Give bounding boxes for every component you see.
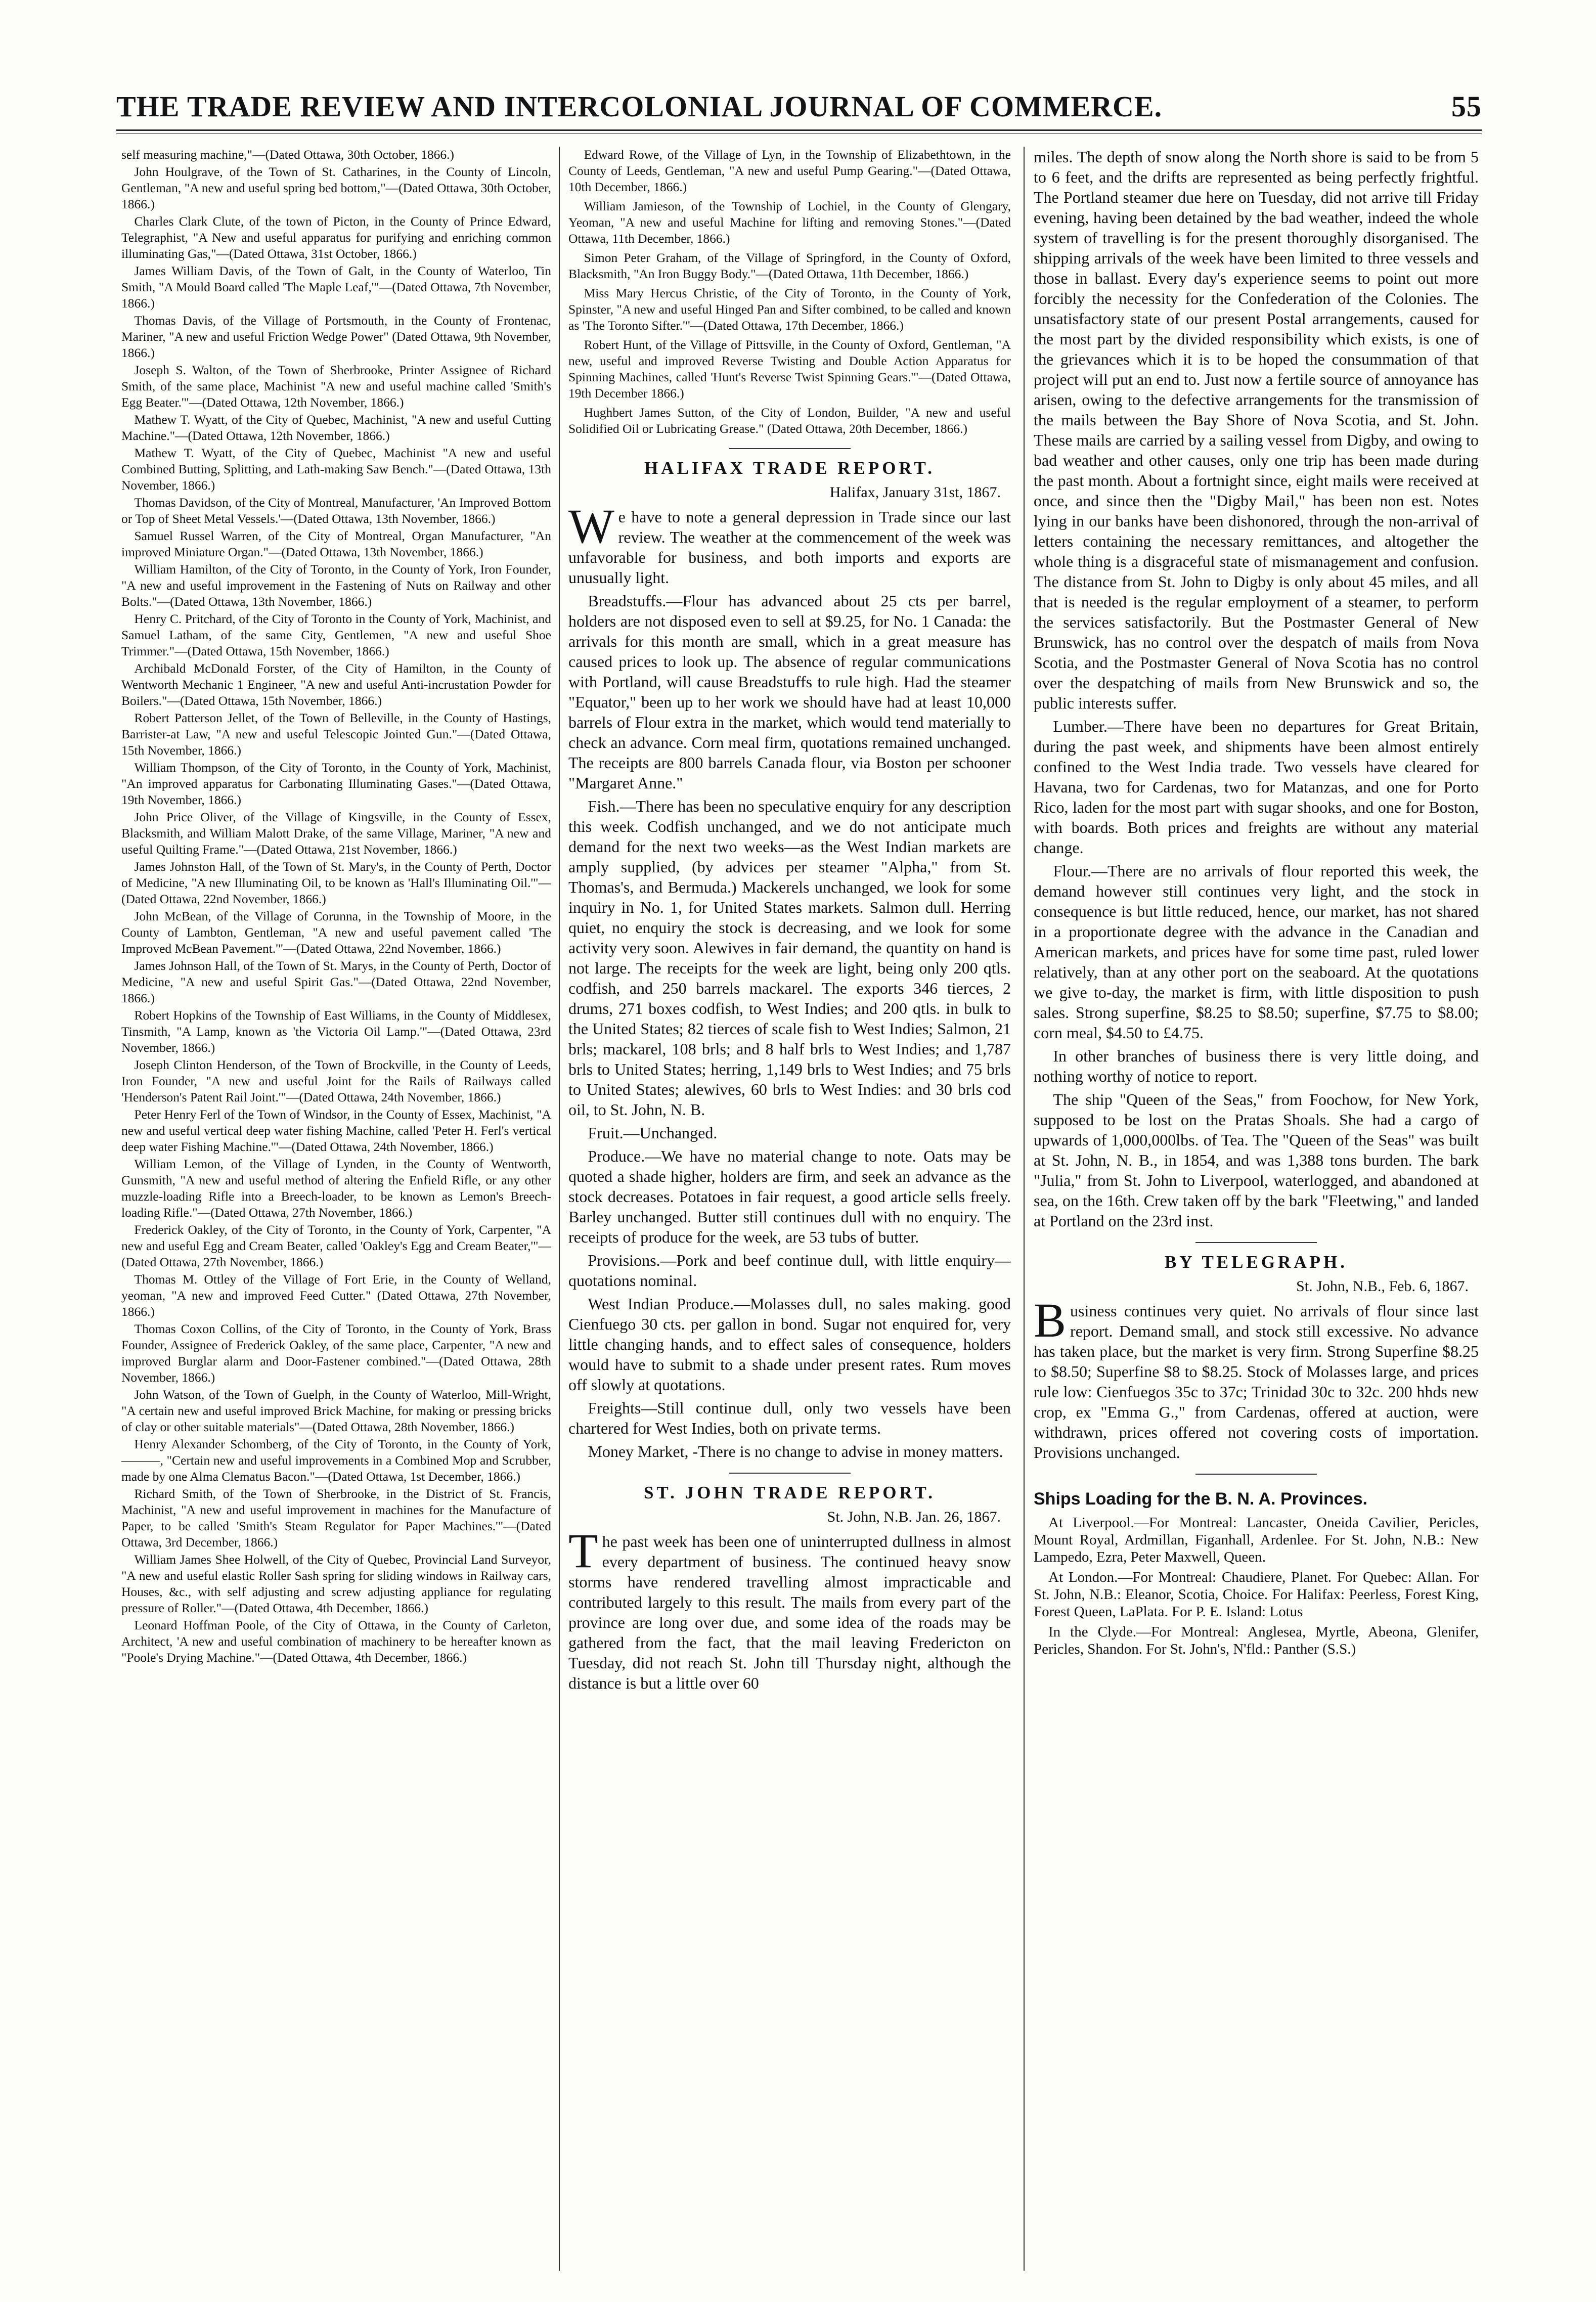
patent-entry: John McBean, of the Village of Corunna, in the Township of Moore, in the County of Lambton, Gentleman, "A new and useful pavement called 'The Improved McBean Pavement.'"—(Dated Ottawa, 22nd November, 1866.) bbox=[121, 909, 551, 956]
column-2 bbox=[568, 147, 1011, 2271]
halifax-paragraph: West Indian Produce.—Molasses dull, no sales making. good Cienfuego 30 cts. per gallon in bond. Sugar not enquired for, very little changing hands, and to effect sales of consequence, holders would have to submit to a shade under present rates. Rum moves off slowly at quotations. bbox=[568, 1295, 1011, 1394]
stjohn-paragraph: Lumber.—There have been no departures for Great Britain, during the past week, and shipments have been almost entirely confined to the West India trade. Two vessels have cleared for Havana, two for Cardenas, two for Matanzas, and one for Porto Rico, laden for the most part with sugar shooks, and one for Boston, with boards. Both prices and freights are without any material change. bbox=[1034, 717, 1479, 857]
ships-loading-heading: Ships Loading for the B. N. A. Provinces. bbox=[1034, 1489, 1367, 1509]
patent-entry: William Jamieson, of the Township of Lochiel, in the County of Glengary, Yeoman, "A new and useful Machine for lifting and removing Stones."—(Dated Ottawa, 11th December, 1866.) bbox=[568, 199, 1011, 246]
section-separator bbox=[729, 448, 851, 449]
telegraph-dateline: St. John, N.B., Feb. 6, 1867. bbox=[1296, 1278, 1469, 1295]
masthead bbox=[116, 80, 1482, 123]
patent-entry: Joseph S. Walton, of the Town of Sherbrooke, Printer Assignee of Richard Smith, of the same place, Machinist "A new and useful machine called 'Smith's Egg Beater.'"—(Dated Ottawa, 12th November, 1866.) bbox=[121, 363, 551, 410]
patent-entry: William Thompson, of the City of Toronto, in the County of York, Machinist, "An improved apparatus for Carbonating Illuminating Gases."—(Dated Ottawa, 19th November, 1866.) bbox=[121, 760, 551, 807]
halifax-paragraph: Freights—Still continue dull, only two vessels have been chartered for West Indies, both on private terms. bbox=[568, 1399, 1011, 1437]
stjohn-paragraph: The past week has been one of uninterrupted dullness in almost every department of business. The continued heavy snow storms have rendered travelling almost impracticable and contributed largely to this result. The mails from every part of the province are long over due, and some idea of the roads may be gathered from the fact, that the mail leaving Fredericton on Tuesday, did not reach St. John till Thursday night, although the distance is but a little over 60 bbox=[568, 1524, 1011, 1692]
halifax-paragraph: Produce.—We have no material change to note. Oats may be quoted a shade higher, holders are firm, and seek an advance as the stock decreases. Potatoes in fair request, a good article sells freely. Barley unchanged. Butter still continues dull with no enquiry. The receipts of produce for the week, are 53 tubs of butter. bbox=[568, 1147, 1011, 1246]
stjohn-paragraph: Flour.—There are no arrivals of flour reported this week, the demand however still continues very light, and the stock in consequence is but little reduced, hence, our market, has not shared in a proportionate degree with the advance in the Canadian and American markets, and prices have for some time past, ruled lower relatively, than at any other port on the seaboard. At the quotations we give to-day, the market is firm, with little disposition to push sales. Strong superfine, $8.25 to $8.50; superfine, $7.75 to $8.00; corn meal, $4.50 to £4.75. bbox=[1034, 862, 1479, 1042]
patent-entry: Simon Peter Graham, of the Village of Springford, in the County of Oxford, Blacksmith, "An Iron Buggy Body."—(Dated Ottawa, 11th December, 1866.) bbox=[568, 250, 1011, 281]
patent-entry: Thomas Davidson, of the City of Montreal, Manufacturer, 'An Improved Bottom or Top of Sheet Metal Vessels.'—(Dated Ottawa, 13th November, 1866.) bbox=[121, 495, 551, 526]
patent-entry: Archibald McDonald Forster, of the City of Hamilton, in the County of Wentworth Mechanic 1 Engineer, "A new and useful Anti-incrustation Powder for Boilers."—(Dated Ottawa, 15th November, 1866.) bbox=[121, 661, 551, 708]
patent-entry: Robert Patterson Jellet, of the Town of Belleville, in the County of Hastings, Barrister-at Law, "A new and useful Telescopic Jointed Gun."—(Dated Ottawa, 15th November, 1866.) bbox=[121, 711, 551, 758]
column-divider-2 bbox=[1024, 147, 1025, 2271]
patent-entry: Leonard Hoffman Poole, of the City of Ottawa, in the County of Carleton, Architect, 'A new and useful combination of machinery to be hereafter known as "Poole's Drying Machine."—(Dated Ottawa, 4th December, 1866.) bbox=[121, 1618, 551, 1665]
halifax-heading: HALIFAX TRADE REPORT. bbox=[644, 458, 935, 478]
section-separator bbox=[729, 1473, 851, 1474]
column-3 bbox=[1034, 147, 1479, 2271]
patent-entry: Mathew T. Wyatt, of the City of Quebec, Machinist, "A new and useful Cutting Machine."—(Dated Ottawa, 12th November, 1866.) bbox=[121, 412, 551, 443]
section-separator bbox=[1195, 1242, 1317, 1243]
halifax-paragraph: Fish.—There has been no speculative enquiry for any description this week. Codfish unchanged, and we do not anticipate much demand for the next two weeks—as the West Indian markets are amply supplied, (by advices per steamer "Alpha," from St. Thomas's, and Bermuda.) Mackerels unchanged, we look for some inquiry in No. 1, for United States markets. Salmon dull. Herring quiet, no enquiry the stock is decreasing, and we look for some activity very soon. Alewives in fair demand, the quantity on hand is not large. The receipts for the week are light, being only 200 qtls. codfish, and 250 barrels mackarel. The exports 346 tierces, 2 drums, 271 boxes codfish, to West Indies; and 200 qtls. in bulk to the United States; 82 tierces of scale fish to West Indies; Salmon, 21 brls; mackarel, 108 brls; and 8 half brls to West Indies; and 1,787 brls to United States; herring, 1,149 brls to West Indies; and 75 brls to United States; alewives, 60 brls to West Indies: and 30 brls cod oil, to St. John, N. B. bbox=[568, 797, 1011, 1119]
patent-entry: William James Shee Holwell, of the City of Quebec, Provincial Land Surveyor, "A new and useful elastic Roller Sash spring for sliding windows in Railway cars, Houses, &c., with self adjusting and screw adjusting appliance for regulating pressure of Roller."—(Dated Ottawa, 4th December, 1866.) bbox=[121, 1552, 551, 1615]
section-separator bbox=[1195, 1474, 1317, 1475]
patent-entry: Henry C. Pritchard, of the City of Toronto in the County of York, Machinist, and Samuel Latham, of the same City, Gentlemen, "A new and useful Shoe Trimmer."—(Dated Ottawa, 15th November, 1866.) bbox=[121, 611, 551, 658]
patent-entry: Charles Clark Clute, of the town of Picton, in the County of Prince Edward, Telegraphist, "A New and useful apparatus for purifying and enriching common illuminating Gas,"—(Dated Ottawa, 31st October, 1866.) bbox=[121, 214, 551, 261]
patent-entry: James William Davis, of the Town of Galt, in the County of Waterloo, Tin Smith, "A Mould Board called 'The Maple Leaf,'"—(Dated Ottawa, 7th November, 1866.) bbox=[121, 263, 551, 311]
patent-entry: Robert Hunt, of the Village of Pittsville, in the County of Oxford, Gentleman, "A new, useful and improved Reverse Twisting and Double Action Apparatus for Spinning Machines, called 'Hunt's Reverse Twist Spinning Gears.'"—(Dated Ottawa, 19th December 1866.) bbox=[568, 337, 1011, 401]
halifax-paragraph: Fruit.—Unchanged. bbox=[588, 1124, 718, 1142]
stjohn-dateline: St. John, N.B. Jan. 26, 1867. bbox=[827, 1509, 1001, 1525]
patent-entry: John Price Oliver, of the Village of Kingsville, in the County of Essex, Blacksmith, and William Malott Drake, of the same Village, Mariner, "A new and useful Quilting Frame."—(Dated Ottawa, 21st November, 1866.) bbox=[121, 810, 551, 857]
ships-port-entry: At London.—For Montreal: Chaudiere, Planet. For Quebec: Allan. For St. John, N.B.: Eleanor, Scotia, Choice. For Halifax: Peerless, Forest King, Forest Queen, LaPlata. For P. E. Island: Lotus bbox=[1034, 1569, 1479, 1620]
stjohn-continued-paragraph: miles. The depth of snow along the North shore is said to be from 5 to 6 feet, and the drifts are represented as being perfectly frightful. The Portland steamer due here on Tuesday, did not arrive till Friday evening, having been detained by the bad weather, indeed the whole system of travelling is for the present thoroughly disorganised. The shipping arrivals of the week have been limited to three vessels and those in ballast. Every day's experience seems to point out more forcibly the necessity for the Confederation of the Colonies. The unsatisfactory state of our present Postal arrangements, caused for the most part by the divided responsibility which exists, is one of the grievances which it is to be hoped the consummation of that project will put an end to. Just now a fertile source of annoyance has arisen, owing to the defective arrangements for the transmission of the mails between the Bay Shore of Nova Scotia, and St. John. These mails are carried by a sailing vessel from Digby, and owing to bad weather and other causes, only one trip has been made during the past month. About a fortnight since, eight mails were received at once, and since then the "Digby Mail," has been non est. Notes lying in our banks have been dishonored, through the non-arrival of letters containing the necessary remittances, and altogether the whole thing is a disgraceful state of mismanagement and confusion. The distance from St. John to Digby is only about 45 miles, and all that is needed is the regular employment of a steamer, to perform the services satisfactorily. But the Postmaster General of New Brunswick, has no control over the despatch of mails from Nova Scotia, and the Postmaster General of Nova Scotia has no control over the despatching of mails from New Brunswick and so, the public interests suffer. bbox=[1034, 148, 1479, 712]
ships-port-entry: In the Clyde.—For Montreal: Anglesea, Myrtle, Abeona, Glenifer, Pericles, Shandon. For St. John's, N'fld.: Panther (S.S.) bbox=[1034, 1624, 1479, 1657]
patent-entry: Robert Hopkins of the Township of East Williams, in the County of Middlesex, Tinsmith, "A Lamp, known as 'the Victoria Oil Lamp.'"—(Dated Ottawa, 23rd November, 1866.) bbox=[121, 1008, 551, 1055]
header-rule bbox=[116, 129, 1482, 131]
telegraph-heading: BY TELEGRAPH. bbox=[1165, 1252, 1348, 1272]
patent-entry: Hughbert James Sutton, of the City of London, Builder, "A new and useful Solidified Oil or Lubricating Grease." (Dated Ottawa, 20th December, 1866.) bbox=[568, 405, 1011, 436]
patent-entry: Richard Smith, of the Town of Sherbrooke, in the District of St. Francis, Machinist, "A new and useful improvement in machines for the Manufacture of Paper, to be called 'Smith's Steam Regulator for Paper Machines.'"—(Dated Ottawa, 3rd December, 1866.) bbox=[121, 1486, 551, 1550]
patent-entry: John Watson, of the Town of Guelph, in the County of Waterloo, Mill-Wright, "A certain new and useful improved Brick Machine, for making or pressing bricks of clay or other suitable materials"—(Dated Ottawa, 28th November, 1866.) bbox=[121, 1387, 551, 1434]
ships-port-entry: At Liverpool.—For Montreal: Lancaster, Oneida Cavilier, Pericles, Mount Royal, Ardmillan, Figanhall, Ardenlee. For St. John, N.B.: New Lampedo, Ezra, Peter Maxwell, Queen. bbox=[1034, 1515, 1479, 1565]
patent-entry: James Johnson Hall, of the Town of St. Marys, in the County of Perth, Doctor of Medicine, "A new and useful Spirit Gas."—(Dated Ottawa, 22nd November, 1866.) bbox=[121, 958, 551, 1005]
patent-entry: Mathew T. Wyatt, of the City of Quebec, Machinist "A new and useful Combined Butting, Splitting, and Lath-making Saw Bench."—(Dated Ottawa, 13th November, 1866.) bbox=[121, 446, 551, 493]
halifax-paragraph: Breadstuffs.—Flour has advanced about 25 cts per barrel, holders are not disposed even to sell at $9.25, for No. 1 Canada: the arrivals for this month are small, which in a great measure has caused prices to look up. The absence of regular communications with Portland, will cause Breadstuffs to rule high. Had the steamer "Equator," been up to her work we should have had at least 10,000 barrels of Flour extra in the market, which would tend materially to check an advance. Corn meal firm, quotations remained unchanged. The receipts are 800 barrels Canada flour, via Boston per schooner "Margaret Anne." bbox=[568, 592, 1011, 792]
patent-entry: Miss Mary Hercus Christie, of the City of Toronto, in the County of York, Spinster, "A new and useful Hinged Pan and Sifter combined, to be called and known as 'The Toronto Sifter.'"—(Dated Ottawa, 17th December, 1866.) bbox=[568, 286, 1011, 333]
stjohn-paragraph: The ship "Queen of the Seas," from Foochow, for New York, supposed to be lost on the Pratas Shoals. She had a cargo of upwards of 1,000,000lbs. of Tea. The "Queen of the Seas" was built at St. John, N. B., in 1854, and was 1,388 tons burden. The bark "Julia," from St. John to Liverpool, waterlogged, and abandoned at sea, on the 16th. Crew taken off by the bark "Fleetwing," and landed at Portland on the 23rd inst. bbox=[1034, 1090, 1479, 1230]
halifax-paragraph: Provisions.—Pork and beef continue dull, with little enquiry—quotations nominal. bbox=[568, 1251, 1011, 1290]
patent-entry: Thomas Davis, of the Village of Portsmouth, in the County of Frontenac, Mariner, "A new and useful Friction Wedge Power" (Dated Ottawa, 9th November, 1866.) bbox=[121, 313, 551, 360]
patent-entry: Edward Rowe, of the Village of Lyn, in the Township of Elizabethtown, in the County of Leeds, Gentleman, "A new and useful Pump Gearing."—(Dated Ottawa, 10th December, 1866.) bbox=[568, 147, 1011, 194]
patent-entry: James Johnston Hall, of the Town of St. Mary's, in the County of Perth, Doctor of Medicine, "A new Illuminating Oil, to be known as 'Hall's Illuminating Oil.'"—(Dated Ottawa, 22nd November, 1866.) bbox=[121, 859, 551, 906]
patent-entry: Thomas Coxon Collins, of the City of Toronto, in the County of York, Brass Founder, Assignee of Frederick Oakley, of the same place, Carpenter, "A new and improved Burglar alarm and Door-Fastener combined."—(Dated Ottawa, 28th November, 1866.) bbox=[121, 1321, 551, 1385]
column-divider-1 bbox=[559, 147, 560, 2271]
patents-column-1 bbox=[121, 147, 551, 2271]
patent-entry: Henry Alexander Schomberg, of the City of Toronto, in the County of York, ———, "Certain new and useful improvements in a Combined Mop and Scrubber, made by one Alma Clematus Bacon."—(Dated Ottawa, 1st December, 1866.) bbox=[121, 1437, 551, 1484]
page-number: 55 bbox=[1451, 90, 1482, 123]
telegraph-paragraph: Business continues very quiet. No arrivals of flour since last report. Demand small, and stock still excessive. No advance has taken place, but the market is very firm. Strong Superfine $8.25 to $8.50; Superfine $8 to $8.25. Stock of Molasses large, and prices rule low: Cienfuegos 35c to 37c; Trinidad 30c to 32c. 200 hhds new crop, ex "Emma G.," from Cardenas, offered at auction, were withdrawn, prices offered not covering costs of importation. Provisions unchanged. bbox=[1034, 1293, 1479, 1462]
patent-entry: Joseph Clinton Henderson, of the Town of Brockville, in the County of Leeds, Iron Founder, "A new and useful Joint for the Rails of Railways called 'Henderson's Patent Rail Joint.'"—(Dated Ottawa, 24th November, 1866.) bbox=[121, 1057, 551, 1104]
patent-entry: Thomas M. Ottley of the Village of Fort Erie, in the County of Welland, yeoman, "A new and improved Feed Cutter." (Dated Ottawa, 27th November, 1866.) bbox=[121, 1272, 551, 1319]
ships-loading-list bbox=[1034, 1514, 1479, 1658]
patent-entry: William Hamilton, of the City of Toronto, in the County of York, Iron Founder, "A new and useful improvement in the Fastening of Nuts on Railway and other Bolts."—(Dated Ottawa, 13th November, 1866.) bbox=[121, 562, 551, 609]
journal-title: THE TRADE REVIEW AND INTERCOLONIAL JOURNAL OF COMMERCE. bbox=[116, 90, 1163, 123]
patent-entry: William Lemon, of the Village of Lynden, in the County of Wentworth, Gunsmith, "A new and useful method of altering the Enfield Rifle, or any other muzzle-loading Rifle into a Breech-loader, to be known as Lemon's Breech-loading Rifle."—(Dated Ottawa, 27th November, 1866.) bbox=[121, 1157, 551, 1220]
patent-entry: Samuel Russel Warren, of the City of Montreal, Organ Manufacturer, "An improved Miniature Organ."—(Dated Ottawa, 13th November, 1866.) bbox=[121, 528, 551, 559]
patent-entry: Peter Henry Ferl of the Town of Windsor, in the County of Essex, Machinist, "A new and useful vertical deep water fishing Machine, called 'Peter H. Ferl's vertical deep water Fishing Machine.'"—(Dated Ottawa, 24th November, 1866.) bbox=[121, 1107, 551, 1154]
patent-entry: self measuring machine,"—(Dated Ottawa, 30th October, 1866.) bbox=[121, 147, 455, 162]
halifax-dateline: Halifax, January 31st, 1867. bbox=[829, 484, 1001, 501]
patent-entry: John Houlgrave, of the Town of St. Catharines, in the County of Lincoln, Gentleman, "A new and useful spring bed bottom,"—(Dated Ottawa, 30th October, 1866.) bbox=[121, 164, 551, 211]
patent-entry: Frederick Oakley, of the City of Toronto, in the County of York, Carpenter, "A new and useful Egg and Cream Beater, called 'Oakley's Egg and Cream Beater,'"—(Dated Ottawa, 27th November, 1866.) bbox=[121, 1222, 551, 1269]
stjohn-heading: ST. JOHN TRADE REPORT. bbox=[643, 1483, 936, 1502]
halifax-paragraph: Money Market, -There is no change to advise in money matters. bbox=[588, 1442, 1003, 1460]
stjohn-paragraph: In other branches of business there is very little doing, and nothing worthy of notice to report. bbox=[1034, 1047, 1479, 1085]
patents-continued bbox=[568, 147, 1011, 437]
halifax-paragraph: We have to note a general depression in Trade since our last review. The weather at the commencement of the week was unfavorable for business, and both imports and exports are unusually light. bbox=[568, 499, 1011, 587]
